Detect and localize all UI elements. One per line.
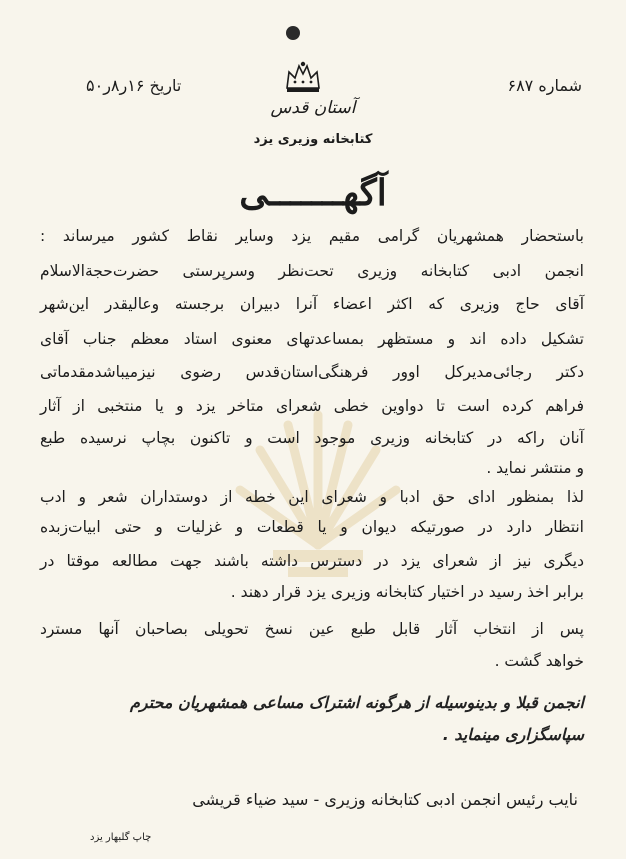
library-name: کتابخانه وزیری یزد: [253, 132, 373, 147]
body-line: تشکیل داده اند و مستظهر بمساعدتهای معنوی استاد معظم جناب آقای: [40, 330, 584, 348]
page-title: آگهـــــــی: [239, 172, 387, 214]
document-date: تاریخ ۱۶ر۸ر۵۰: [86, 76, 182, 95]
body-line: فراهم کرده است تا دواوین خطی شعرای متاخر یزد و یا منتخبی از آثار: [40, 397, 584, 415]
body-line: پس از انتخاب آثار قابل طبع عین نسخ تحویلی بصاحبان آنها مسترد: [40, 620, 584, 638]
body-line: باستحضار همشهریان گرامی مقیم یزد وسایر نقاط کشور میرساند :: [40, 227, 584, 245]
organization-name: آستان قدس: [270, 98, 356, 118]
document-number: شماره ۶۸۷: [507, 76, 582, 95]
punch-hole: [286, 26, 300, 40]
body-line: آنان راکه در کتابخانه وزیری موجود است و تاکنون بچاپ نرسیده طبع: [40, 429, 584, 447]
closing-line: سپاسگزاری مینماید .: [442, 725, 584, 744]
body-line: انجمن ادبی کتابخانه وزیری تحت‌نظر وسرپرستی حضرت‌حجة‌الاسلام: [40, 262, 584, 280]
body-line: خواهد گشت .: [494, 652, 584, 670]
body-line: و منتشر نماید .: [486, 459, 584, 477]
body-line: برابر اخذ رسید در اختیار کتابخانه وزیری یزد قرار دهند .: [230, 583, 584, 601]
body-line: آقای حاج وزیری که اکثر اعضاء آنرا دبیران برجسته وعالیقدر این‌شهر: [40, 295, 584, 313]
crown-icon: [283, 60, 323, 94]
body-line: دیگری نیز از شعرای یزد در دسترس داشته باشند جهت مطالعه موقتا در: [40, 552, 584, 570]
closing-line: انجمن قبلا و بدینوسیله از هرگونه اشتراک مساعی همشهریان محترم: [130, 693, 584, 712]
signature-line: نایب رئیس انجمن ادبی کتابخانه وزیری - سید ضیاء قریشی: [192, 790, 578, 809]
body-line: دکتر رجائی‌مدیرکل اوور فرهنگی‌استان‌قدس رضوی نیزمیباشدمقدماتی: [40, 363, 584, 381]
body-line: لذا بمنظور ادای حق ادبا و شعرای این خطه از دوستداران شعر و ادب: [40, 488, 584, 506]
printer-credit: چاپ گلبهار یزد: [90, 832, 152, 843]
body-line: انتظار دارد در صورتیکه دیوان و یا قطعات و غزلیات و حتی ابیات‌زبده: [40, 518, 584, 536]
